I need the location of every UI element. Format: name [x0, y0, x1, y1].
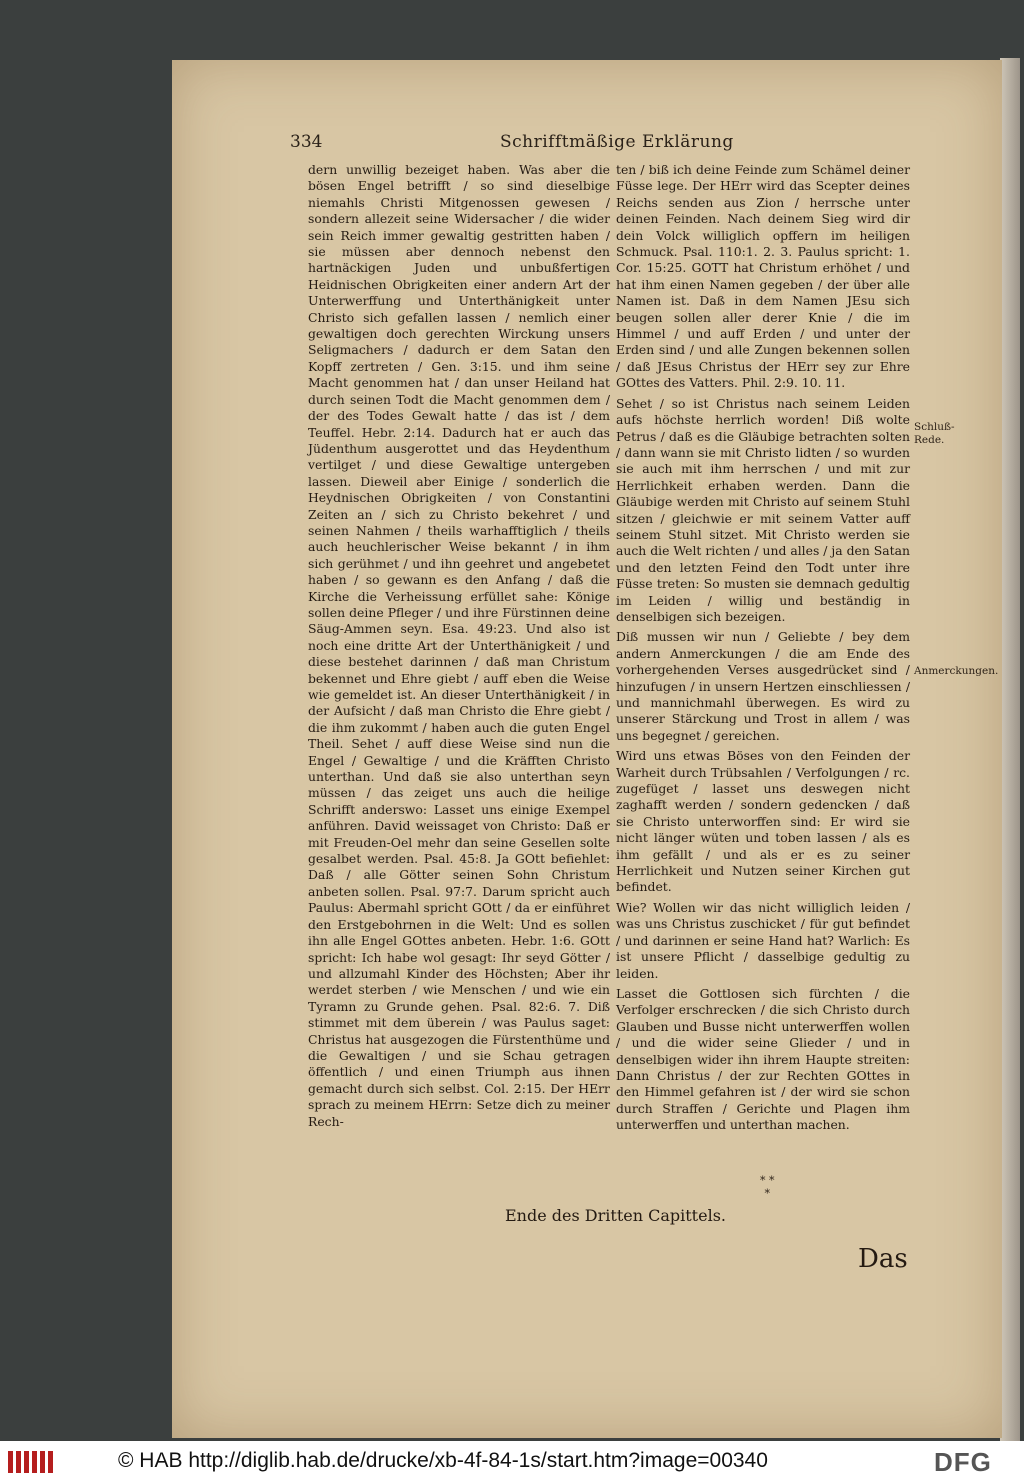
source-credit-link[interactable]: © HAB http://diglib.hab.de/drucke/xb-4f-84-1s/start.htm?image=00340 — [118, 1449, 768, 1472]
left-column — [308, 162, 610, 1134]
asterism-ornament: * * * — [760, 1174, 775, 1200]
book-spine-edge — [1000, 58, 1020, 1443]
paragraph: Wird uns etwas Böses von den Feinden der Warheit durch Trübsahlen / Verfolgungen / rc. zugefüget / lasset uns deswegen nicht zaghafft werden / sondern gedencken / daß sie Christo unterworffen sind: Er wird sie nicht länger wüten und toben lassen / als es ihm gefällt / und als er es zu seiner Herrlichkeit und Nutzen seiner Kirchen gut befindet. — [616, 748, 910, 895]
paragraph: Lasset die Gottlosen sich fürchten / die Verfolger erschrecken / die sich Christo durch Glauben und Busse nicht unterwerffen wollen / und die wider seine Glieder / und in denselbigen wider ihn ihrem Haupte streiten: Dann Christus / der zur Rechten GOttes in den Himmel gefahren ist / der wird sie schon durch Straffen / Gerichte und Plagen ihm unterwerffen und unterthan machen. — [616, 985, 910, 1133]
running-title: Schrifftmäßige Erklärung — [500, 132, 734, 152]
margin-note-schlussrede: Schluß-Rede. — [914, 421, 955, 446]
page-header — [290, 132, 910, 156]
right-column — [616, 162, 910, 1138]
dfg-logo: DFG — [934, 1447, 992, 1477]
footer-bar — [0, 1441, 1024, 1481]
margin-note-anmerckungen: Anmerckungen. — [914, 665, 999, 677]
hab-logo-icon — [8, 1449, 68, 1475]
page-number: 334 — [290, 132, 323, 152]
paragraph: ten / biß ich deine Feinde zum Schämel deiner Füsse lege. Der HErr wird das Scepter deines Reichs senden aus Zion / herrsche unter deinen Feinden. Nach deinem Sieg wird dir dein Volck williglich opffern im heiligen Schmuck. Psal. 110:1. 2. 3. Paulus spricht: 1. Cor. 15:25. GOTT hat Christum erhöhet / und hat ihm einen Namen gegeben / der über alle Namen ist. Daß in dem Namen JEsu sich beugen sollen aller derer Knie / die im Himmel / und auff Erden / und unter der Erden sind / und alle Zungen bekennen sollen / daß JEsus Christus der HErr sey zur Ehre GOttes des Vatters. Phil. 2:9. 10. 11. — [616, 162, 910, 391]
paragraph: Sehet / so ist Christus nach seinem Leiden aufs höchste herrlich worden! Diß wolte Petrus / daß es die Gläubige betrachten solten / dann wann sie mit Christo lidten / so wurden sie auch mit ihm herrschen / und mit zur Herrlichkeit erhaben werden. Dann die Gläubige werden mit Christo auf seinem Stuhl sitzen / gleichwie er mit seinem Vatter auff seinem Stuhl sitzet. Mit Christo werden sie auch die Welt richten / und alles / ja den Satan und den letzten Feind den Todt unter ihre Füsse treten: So musten sie demnach gedultig im Leiden / willig und beständig in denselbigen sich bezeigen. — [616, 395, 910, 624]
paragraph: Wie? Wollen wir das nicht williglich leiden / was uns Christus zuschicket / für gut befindet / und darinnen er seine Hand hat? Warlich: Es ist unsere Pflicht / dasselbige gedultig zu leiden. — [616, 899, 910, 981]
chapter-end-heading: Ende des Dritten Capittels. — [505, 1206, 726, 1225]
paragraph: dern unwillig bezeiget haben. Was aber die bösen Engel betrifft / so sind dieselbige niemahls Christi Mitgenossen gewesen / sondern allezeit seine Widersacher / die wider sein Reich immer gewaltig gestritten haben / sie müssen aber dennoch nebenst den hartnäckigen Juden und unbußfertigen Heidnischen Obrigkeiten einer andern Art der Unterwerffung und Unterthänigkeit unter Christo sich gefallen lassen / nemlich einer gewaltigen doch gerechten Wirckung unsers Seligmachers / dadurch er dem Satan den Kopff zertreten / Gen. 3:15. und ihm seine Macht genommen hat / dan unser Heiland hat durch seinen Todt die Macht genommen dem / der des Todes Gewalt hatte / das ist / dem Teuffel. Hebr. 2:14. Dadurch hat er auch das Jüdenthum ausgerottet und das Heydenthum vertilget / und diese Gewaltige untergeben lassen. Dieweil aber Einige / sonderlich die Heydnischen Obrigkeiten / von Constantini Zeiten an / sich zu Christo bekehret / und seinen Nahmen / theils warhafftiglich / theils auch heuchlerischer Weise bekannt / in ihm sich gerühmet / und ihn geehret und angebetet haben / so gewann es den Anfang / daß die Kirche die Verheissung erfüllet sahe: Könige sollen deine Pfleger / und ihre Fürstinnen deine Säug-Ammen seyn. Esa. 49:23. Und also ist noch eine dritte Art der Unterthänigkeit / und diese bestehet darinnen / daß man Christum bekennet und Ehre giebt / auff eben die Weise wie gemeldet ist. An dieser Unterthänigkeit / in der Aufsicht / daß man Christo die Ehre giebt / die ihm zukommt / haben auch die guten Engel Theil. Sehet / auff diese Weise sind nun die Engel / Gewaltige / und die Kräfften Christo unterthan. Und daß sie also unterthan seyn müssen / das zeiget uns auch die heilige Schrifft anderswo: Lasset uns einige Exempel anführen. David weissaget von Christo: Daß er mit Freuden-Oel mehr dan seine Gesellen solte gesalbet werden. Psal. 45:8. Ja GOtt befiehlet: Daß / alle Götter seinen Sohn Christum anbeten sollen. Psal. 97:7. Darum spricht auch Paulus: Abermahl spricht GOtt / da er einführet den Erstgebohrnen in die Welt: Und es sollen ihn alle Engel GOttes anbeten. Hebr. 1:6. GOtt spricht: Ich habe wol gesagt: Ihr seyd Götter / und allzumahl Kinder des Höchsten; Aber ihr werdet sterben / wie Menschen / und wie ein Tyramn zu Grunde gehen. Psal. 82:6. 7. Diß stimmet mit dem überein / was Paulus saget: Christus hat ausgezogen die Fürstenthüme und die Gewaltigen / und sie Schau getragen öffentlich / und einen Triumph aus ihnen gemacht durch sich selbst. Col. 2:15. Der HErr sprach zu meinem HErrn: Setze dich zu meiner Rech- — [308, 162, 610, 1129]
catchword: Das — [858, 1244, 908, 1274]
paragraph: Diß mussen wir nun / Geliebte / bey dem andern Anmerckungen / die am Ende des vorhergehenden Verses ausgedrücket sind / hinzufugen / in unsern Hertzen einschliessen / und mannichmahl überwegen. Es wird zu unserer Stärckung und Trost in allem / was uns begegnet / gereichen. — [616, 629, 910, 743]
